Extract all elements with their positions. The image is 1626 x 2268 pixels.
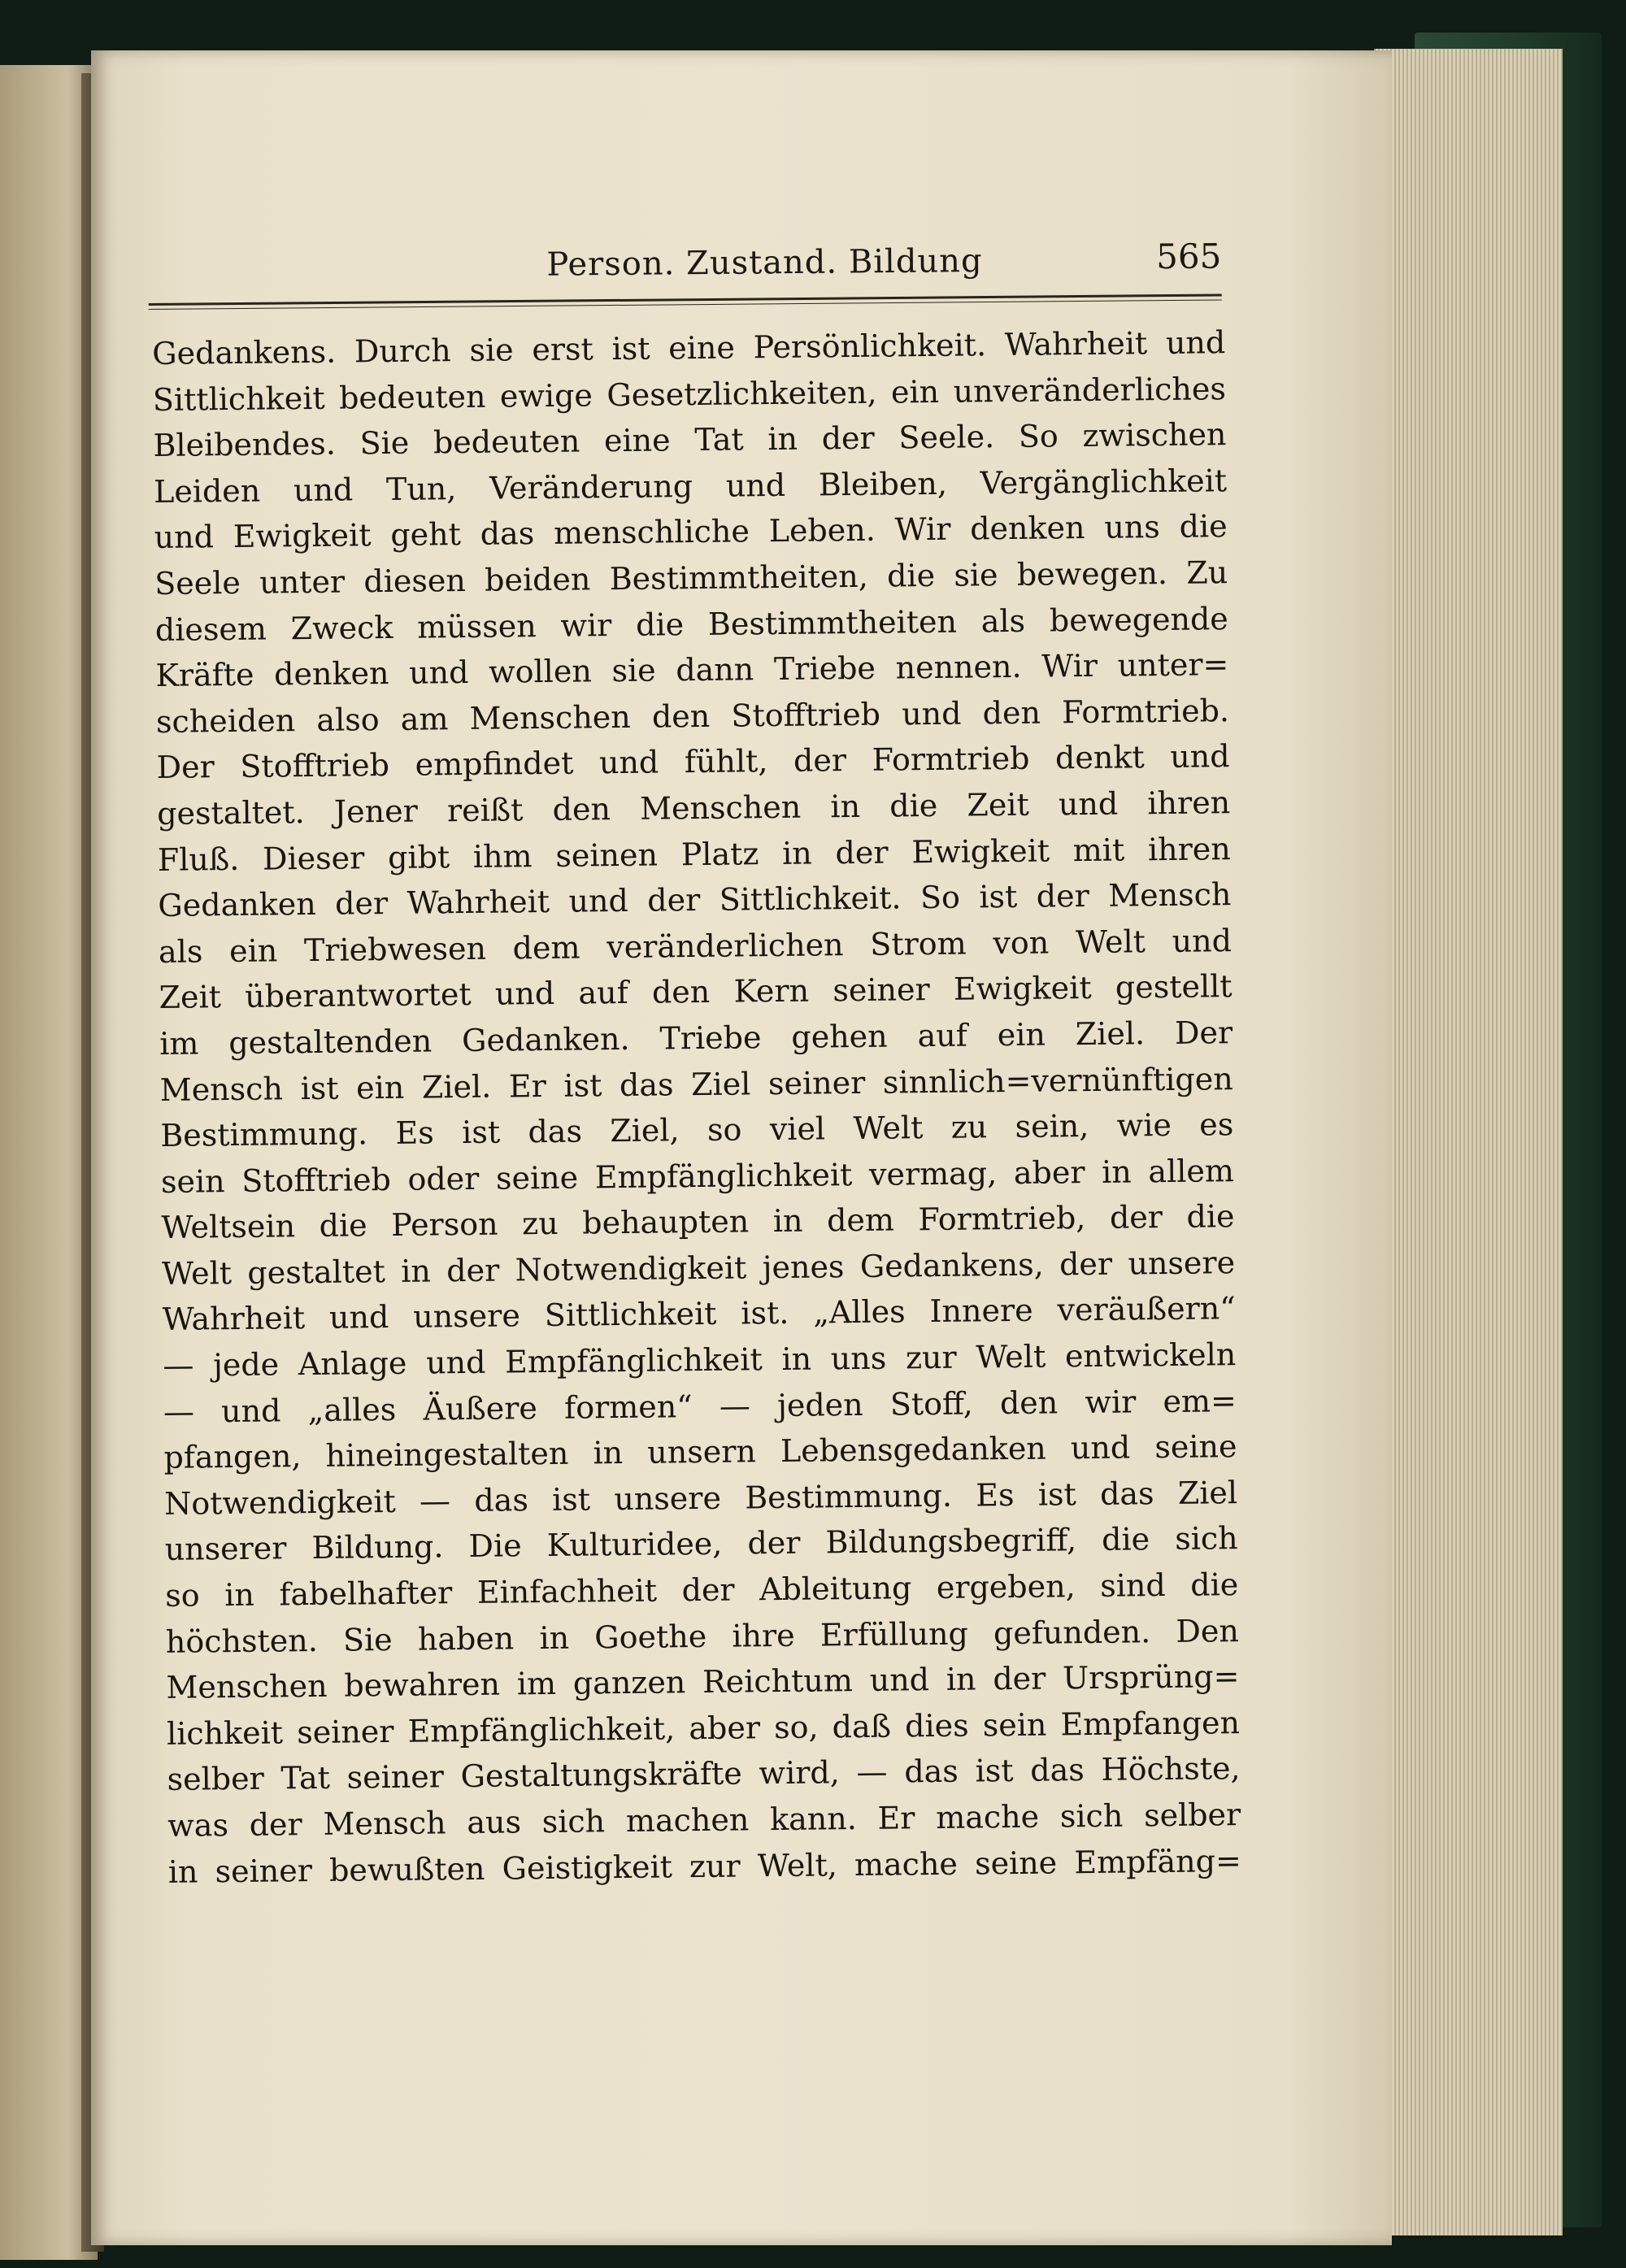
running-head-title: Person. Zustand. Bildung <box>546 242 983 284</box>
text-line: Zeit überantwortet und auf den Kern seiner Ewigkeit gestellt <box>159 968 1233 1016</box>
text-line: und Ewigkeit geht das menschliche Leben. Wir denken uns die <box>154 508 1228 556</box>
book-page <box>91 50 1392 2245</box>
text-line: sein Stofftrieb oder seine Empfänglichkeit vermag, aber in allem <box>160 1152 1235 1200</box>
text-line: höchsten. Sie haben in Goethe ihre Erfüllung gefunden. Den <box>165 1612 1240 1660</box>
page-number: 565 <box>1155 236 1222 277</box>
text-line: Sittlichkeit bedeuten ewige Gesetzlichkeiten, ein unveränderliches <box>152 370 1227 418</box>
text-line: Seele unter diesen beiden Bestimmtheiten, die sie bewegen. Zu <box>154 554 1228 602</box>
text-line: Der Stofftrieb empfindet und fühlt, der Formtrieb denkt und <box>156 738 1230 786</box>
text-line: Wahrheit und unsere Sittlichkeit ist. „Alles Innere veräußern“ <box>162 1290 1236 1338</box>
text-line: pfangen, hineingestalten in unsern Lebensgedanken und seine <box>163 1428 1237 1476</box>
body-text <box>152 319 1241 1895</box>
text-line: Menschen bewahren im ganzen Reichtum und in der Ursprüng= <box>166 1658 1240 1706</box>
text-line: gestaltet. Jener reißt den Menschen in die Zeit und ihren <box>156 784 1231 832</box>
running-head <box>148 224 1222 323</box>
text-line: Gedankens. Durch sie erst ist eine Persönlichkeit. Wahrheit und <box>152 324 1226 371</box>
text-line: selber Tat seiner Gestaltungskräfte wird, — das ist das Höchste, <box>167 1750 1241 1798</box>
text-line: Welt gestaltet in der Notwendigkeit jenes Gedankens, der unsere <box>161 1244 1236 1292</box>
text-line: — jede Anlage und Empfänglichkeit in uns zur Welt entwickeln <box>163 1336 1237 1384</box>
text-line: in seiner bewußten Geistigkeit zur Welt, mache seine Empfäng= <box>167 1842 1242 1890</box>
page-edges <box>1374 49 1563 2235</box>
text-line: was der Mensch aus sich machen kann. Er mache sich selber <box>167 1797 1241 1844</box>
text-line: Kräfte denken und wollen sie dann Triebe nennen. Wir unter= <box>155 646 1229 694</box>
text-line: als ein Triebwesen dem veränderlichen Strom von Welt und <box>158 922 1233 970</box>
text-line: Leiden und Tun, Veränderung und Bleiben, Vergänglichkeit <box>153 462 1228 510</box>
text-line: Notwendigkeit — das ist unsere Bestimmung. Es ist das Ziel <box>163 1474 1238 1522</box>
text-line: Fluß. Dieser gibt ihm seinen Platz in der Ewigkeit mit ihren <box>157 830 1231 878</box>
text-line: so in fabelhafter Einfachheit der Ableitung ergeben, sind die <box>165 1566 1239 1614</box>
text-line: unserer Bildung. Die Kulturidee, der Bildungsbegriff, die sich <box>164 1520 1238 1568</box>
text-line: Gedanken der Wahrheit und der Sittlichkeit. So ist der Mensch <box>158 876 1232 924</box>
text-line: scheiden also am Menschen den Stofftrieb und den Formtrieb. <box>155 692 1230 740</box>
text-line: Bestimmung. Es ist das Ziel, so viel Welt zu sein, wie es <box>160 1106 1234 1154</box>
text-line: Bleibendes. Sie bedeuten eine Tat in der Seele. So zwischen <box>153 416 1227 464</box>
text-line: diesem Zweck müssen wir die Bestimmtheiten als bewegende <box>154 600 1229 648</box>
text-line: Weltsein die Person zu behaupten in dem Formtrieb, der die <box>161 1198 1235 1246</box>
text-line: lichkeit seiner Empfänglichkeit, aber so, daß dies sein Empfangen <box>166 1704 1241 1752</box>
text-line: — und „alles Äußere formen“ — jeden Stoff, den wir em= <box>163 1382 1237 1430</box>
text-line: Mensch ist ein Ziel. Er ist das Ziel seiner sinnlich=vernünftigen <box>159 1060 1233 1108</box>
text-line: im gestaltenden Gedanken. Triebe gehen auf ein Ziel. Der <box>159 1015 1233 1062</box>
